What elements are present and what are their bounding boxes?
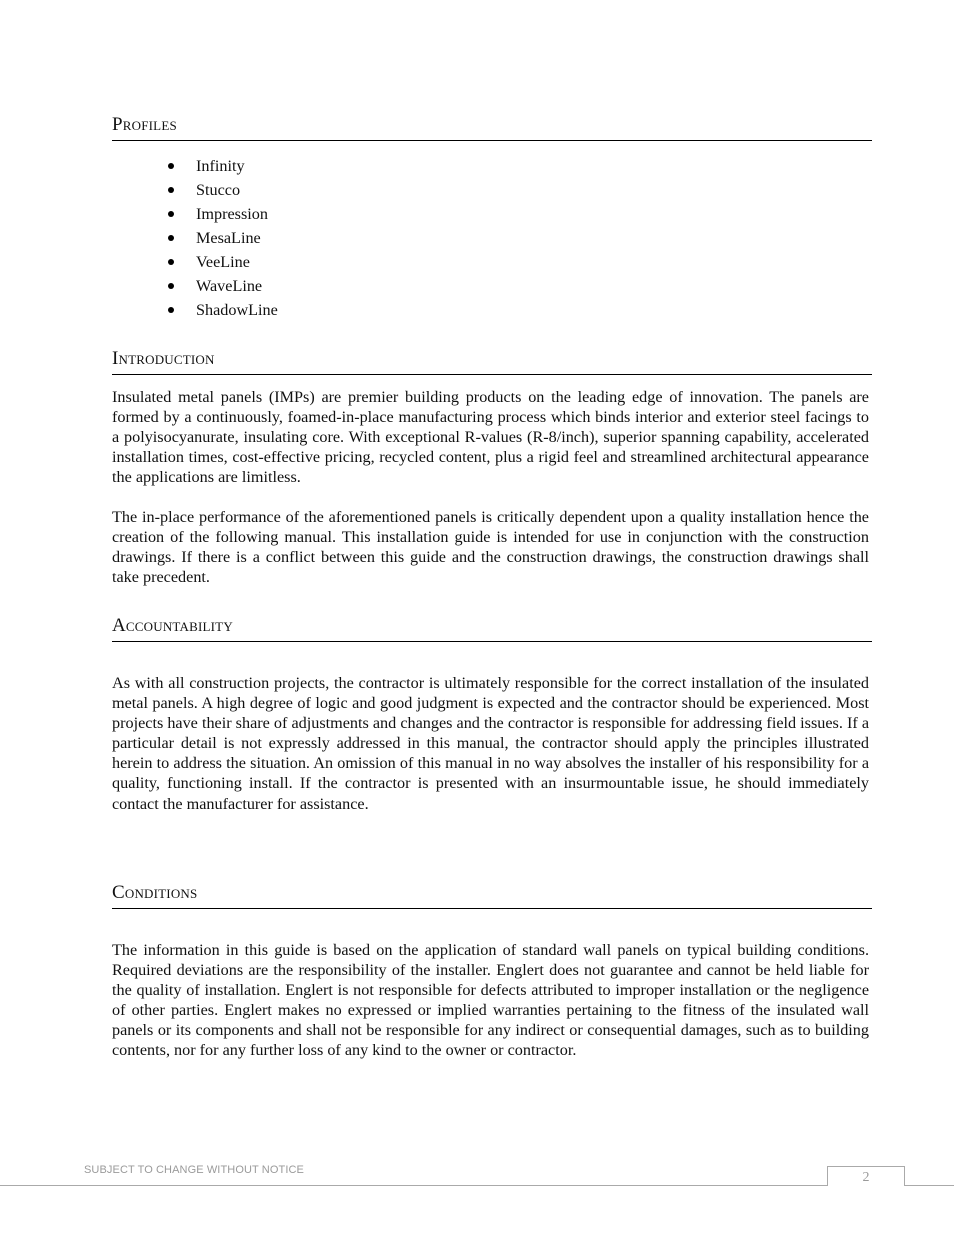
list-item (168, 298, 278, 322)
introduction-paragraph-2: The in-place performance of the aforementioned panels is critically dependent upon a quality installation hence the creation of the following manual. This installation guide is intended for use in conjunction with the construction drawings. If there is a conflict between this guide and the construction drawings, the construction drawings shall take precedent. (112, 508, 869, 587)
list-item (168, 226, 278, 250)
list-item (168, 274, 278, 298)
footer-notice: SUBJECT TO CHANGE WITHOUT NOTICE (84, 1164, 304, 1176)
profile-name: MesaLine (196, 229, 261, 247)
introduction-paragraph-1: Insulated metal panels (IMPs) are premier building products on the leading edge of innovation. The panels are formed by a continuously, foamed-in-place manufacturing process which binds interior and exterior steel facings to a polyisocyanurate, insulating core. With exceptional R-values (R-8/inch), superior spanning capability, accelerated installation times, cost-effective pricing, recycled content, plus a rigid feel and streamlined architectural appearance the applications are limitless. (112, 388, 869, 487)
list-item (168, 202, 278, 226)
bullet-icon (168, 283, 174, 289)
profiles-heading: Profiles (112, 114, 872, 141)
bullet-icon (168, 211, 174, 217)
footer-divider (0, 1185, 954, 1186)
list-item (168, 250, 278, 274)
bullet-icon (168, 163, 174, 169)
introduction-heading: Introduction (112, 348, 872, 375)
profiles-list (168, 154, 278, 322)
bullet-icon (168, 235, 174, 241)
bullet-icon (168, 307, 174, 313)
profile-name: ShadowLine (196, 301, 278, 319)
page-number: 2 (827, 1166, 905, 1186)
bullet-icon (168, 259, 174, 265)
profile-name: Impression (196, 205, 268, 223)
profile-name: Infinity (196, 157, 245, 175)
accountability-paragraph: As with all construction projects, the contractor is ultimately responsible for the correct installation of the insulated metal panels. A high degree of logic and good judgment is expected and the contractor should be experienced. Most projects have their share of adjustments and changes and the contractor is responsible for addressing field issues. If a particular detail is not expressly addressed in this manual, the contractor should apply the principles illustrated herein to address the situation. An omission of this manual in no way absolves the installer of his responsibility for a quality, functioning install. If the contractor is presented with an insurmountable issue, he should immediately contact the manufacturer for assistance. (112, 674, 869, 813)
accountability-heading: Accountability (112, 615, 872, 642)
list-item (168, 178, 278, 202)
profile-name: VeeLine (196, 253, 250, 271)
conditions-paragraph: The information in this guide is based on the application of standard wall panels on typical building conditions. Required deviations are the responsibility of the installer. Englert does not guarantee and cannot be held liable for the quality of installation. Englert is not responsible for defects attributed to improper installation or the negligence of other parties. Englert makes no expressed or implied warranties pertaining to the fitness of the insulated wall panels or its components and shall not be responsible for any indirect or consequential damages, such as to building contents, nor for any further loss of any kind to the owner or contractor. (112, 941, 869, 1060)
list-item (168, 154, 278, 178)
profile-name: WaveLine (196, 277, 263, 295)
profile-name: Stucco (196, 181, 241, 199)
bullet-icon (168, 187, 174, 193)
conditions-heading: Conditions (112, 882, 872, 909)
